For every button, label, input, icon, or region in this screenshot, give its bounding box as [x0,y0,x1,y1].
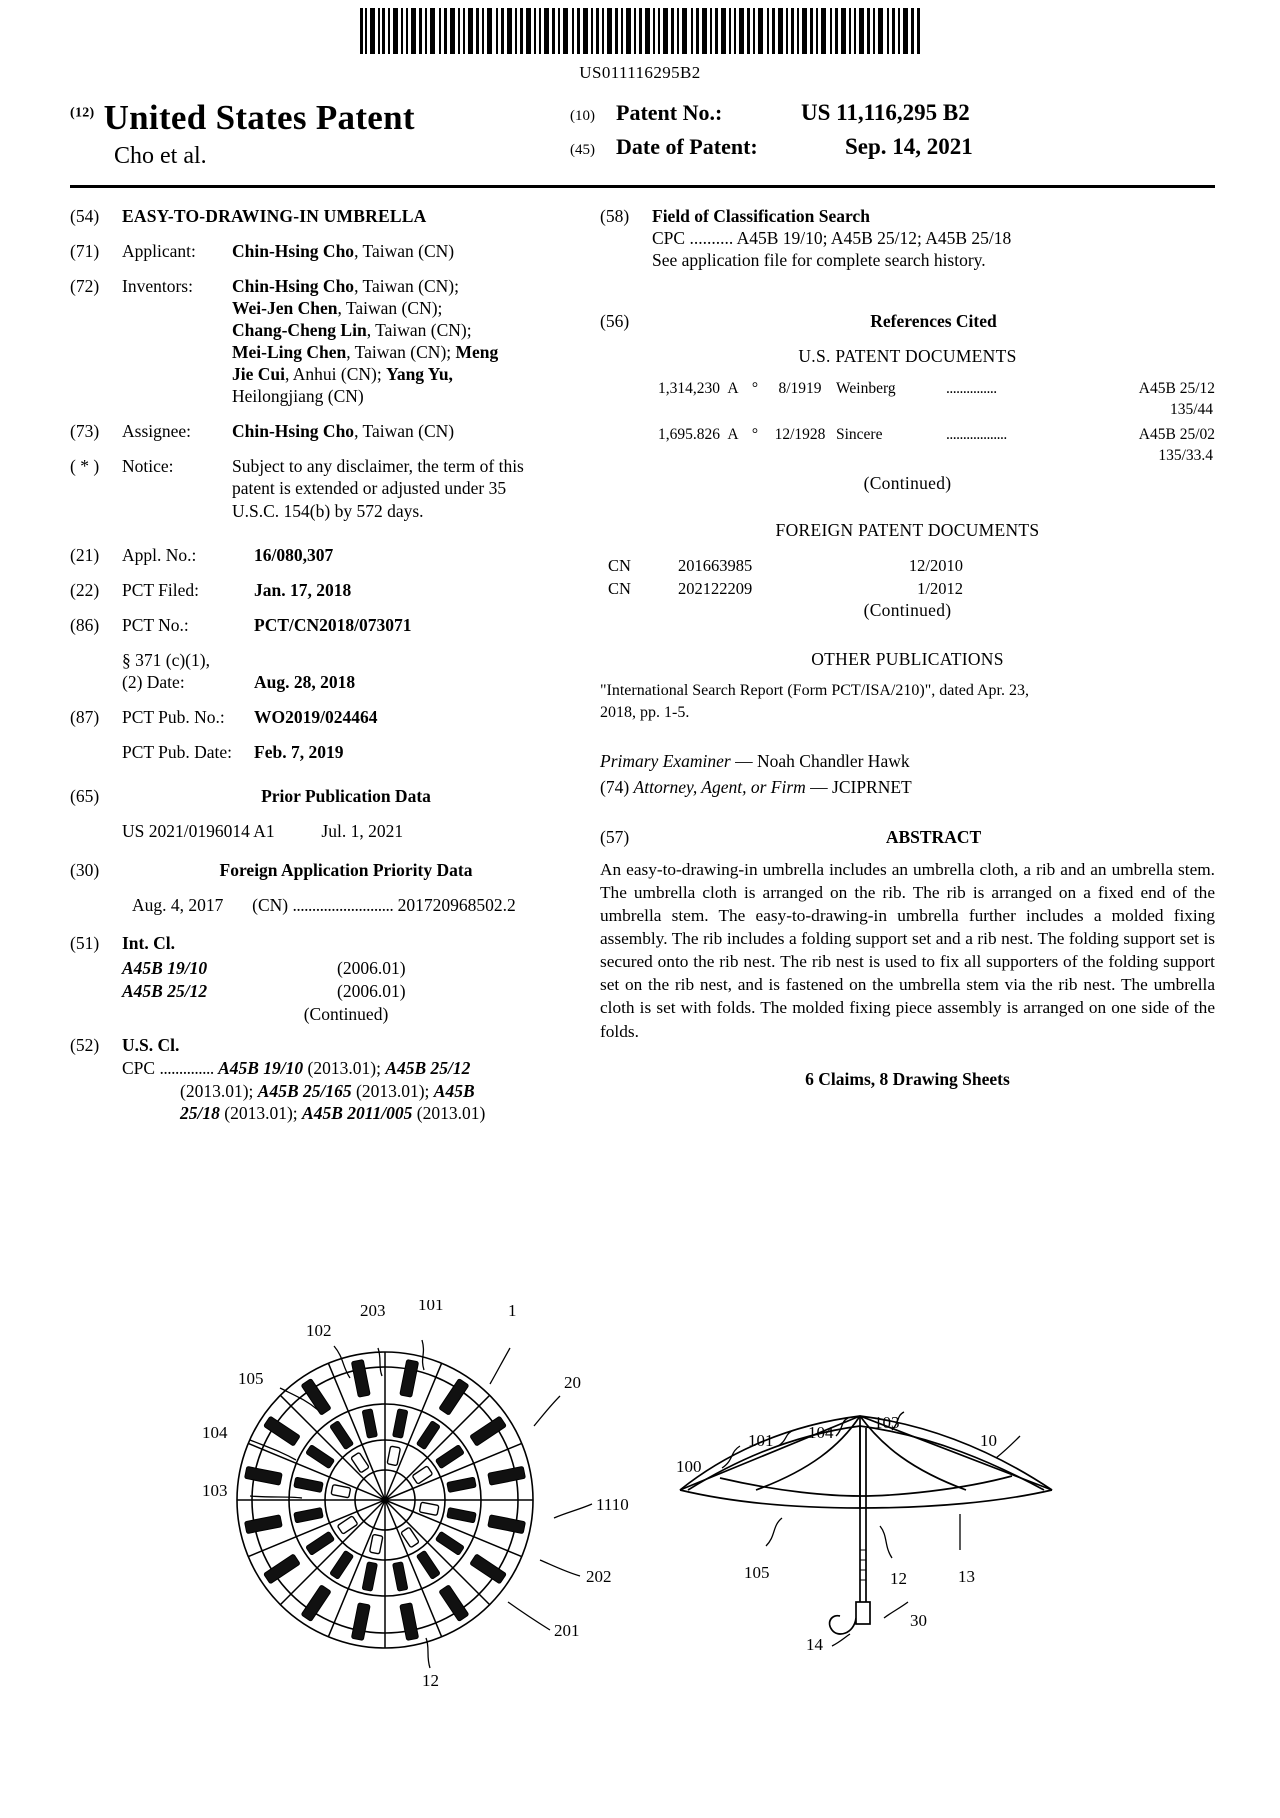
foreign-patent-documents-table [600,555,1215,600]
section-371-line2: (2) Date: [122,671,185,692]
fig1-label-105: 105 [238,1369,264,1388]
field-us-cl [70,1034,570,1056]
fig2-label-13: 13 [958,1567,975,1586]
cpc-version: (2013.01); [351,1080,434,1101]
cpc-version: (2013.01); [303,1057,386,1078]
inventor-line [232,341,570,363]
table-row [608,555,1215,577]
appl-no-value: 16/080,307 [254,544,334,565]
fig2-label-10: 10 [980,1431,997,1450]
inid-code-58: (58) [600,206,630,226]
foreign-doc-number: 201663985 [678,556,753,576]
cpc-class: A45B 25/12 [385,1057,471,1078]
patent-number-value: US 11,116,295 B2 [801,100,970,125]
inventor-country: , Taiwan (CN); [337,298,443,319]
notice-value [232,455,570,521]
patent-office-title [70,100,540,137]
foreign-doc-date: 12/2010 [908,556,963,576]
reference-dots: ............... [946,380,997,398]
barcode-block [0,8,1280,83]
inid-code-65: (65) [70,785,100,806]
foreign-doc-date: 1/2012 [917,578,963,598]
drawings-area [70,1300,1215,1770]
fig2-label-12: 12 [890,1569,907,1588]
notice-line: Subject to any disclaimer, the term of this [232,456,524,477]
applicant-label: Applicant: [122,241,196,262]
applicant-short-name: Cho et al. [114,142,207,169]
pct-pub-date-value: Feb. 7, 2019 [254,741,344,762]
inventor-country: , Anhui (CN); [285,364,387,385]
field-pct-pub-no [70,706,570,728]
inventor-country: Heilongjiang (CN) [232,386,364,407]
inventor-country: , Taiwan (CN); [366,320,472,341]
date-of-patent-label: Date of Patent: [616,134,758,159]
notice-label: Notice: [122,456,174,477]
us-patent-documents-table [600,379,1215,465]
primary-examiner-line [600,749,1215,774]
inventor-name-cont: Meng [455,342,499,363]
foreign-docs-continued: (Continued) [863,600,952,620]
reference-kind: A [727,426,739,444]
masthead [70,100,1215,170]
us-docs-continued: (Continued) [863,473,952,494]
inid-code-71: (71) [70,241,100,262]
cpc-class: 25/18 [180,1103,220,1124]
barcode-number: US011116295B2 [579,63,701,82]
primary-examiner-label: Primary Examiner [600,751,731,772]
field-abstract [600,826,1215,848]
field-prior-publication [70,785,570,807]
field-int-cl [70,932,570,954]
field-appl-no [70,544,570,566]
applicant-country: , Taiwan (CN) [354,241,455,262]
section-371-labels [122,649,254,693]
table-row [620,425,1215,445]
inventors-list [232,275,570,407]
date-of-patent-value: Sep. 14, 2021 [845,134,973,159]
reference-class: A45B 25/12 [1138,380,1215,398]
field-classification-search [600,205,1215,271]
other-publication-line: 2018, pp. 1-5. [600,703,690,721]
foreign-country-code: CN [608,578,631,598]
reference-dots: .................. [946,426,1007,444]
inventor-name: Chin-Hsing Cho [232,276,355,297]
field-pct-pub-date [70,741,570,763]
other-publication-line: "International Search Report (Form PCT/ISA/210)", dated Apr. 23, [600,682,1029,699]
reference-subclass: 135/33.4 [1158,447,1213,465]
int-cl-class: A45B 25/12 [122,981,208,1002]
inid-code-72: (72) [70,276,100,297]
appl-no-label: Appl. No.: [122,544,197,565]
inid-code-56: (56) [600,311,630,332]
inid-code-blank [70,649,122,693]
assignee-name: Chin-Hsing Cho [232,421,355,442]
inventor-name: Jie Cui [232,364,285,385]
foreign-priority-row [132,894,570,917]
header-divider-rule [70,185,1215,188]
notice-line: U.S.C. 154(b) by 572 days. [232,500,424,521]
fig1-label-1: 1 [508,1301,517,1320]
field-pct-no [70,614,570,636]
inventor-line [232,385,570,407]
reference-name: Sincere [836,426,883,444]
other-publications-heading: OTHER PUBLICATIONS [811,649,1004,669]
classification-search-body [652,205,1215,271]
primary-examiner-dash: — [730,751,757,772]
attorney-dash: — [805,776,833,797]
us-patent-documents-heading: U.S. PATENT DOCUMENTS [798,346,1017,367]
primary-examiner-name: Noah Chandler Hawk [757,751,910,772]
reference-date: 12/1928 [774,426,826,444]
us-cl-cpc-line1 [122,1057,570,1080]
abstract-heading: ABSTRACT [885,826,982,847]
inventor-line [232,297,570,319]
claims-sheets-line: 6 Claims, 8 Drawing Sheets [805,1068,1010,1089]
foreign-priority-dots: .......................... [292,894,394,915]
reference-kind: A [727,380,739,398]
barcode-image [360,8,920,54]
inventor-line [232,275,570,297]
reference-date: 8/1919 [778,380,822,398]
int-cl-class: A45B 19/10 [122,957,208,978]
reference-asterisk: ° [751,380,759,398]
cpc-version: (2013.01) [412,1103,486,1124]
fig1-label-20: 20 [564,1373,581,1392]
inid-code-87: (87) [70,706,100,727]
field-applicant [70,240,570,262]
cpc-class: A45B 25/165 [257,1080,352,1101]
inventors-label: Inventors: [122,276,193,297]
attorney-label: Attorney, Agent, or Firm [633,776,806,797]
reference-number: 1,695.826 [658,426,720,444]
masthead-right [540,100,1180,168]
applicant-name: Chin-Hsing Cho [232,241,355,262]
assignee-value [232,420,570,442]
foreign-patent-documents-heading: FOREIGN PATENT DOCUMENTS [775,520,1040,541]
united-states-patent-text: United States Patent [103,98,415,137]
prior-publication-date: Jul. 1, 2021 [321,820,404,841]
inventor-country: , Taiwan (CN); [354,276,459,297]
us-cl-label: U.S. Cl. [122,1034,180,1055]
foreign-doc-number: 202122209 [678,578,753,598]
inid-code-51: (51) [70,933,100,954]
prior-publication-row [122,820,570,843]
fig2-label-30: 30 [910,1611,927,1630]
cpc-version: (2013.01); [219,1103,303,1124]
inventor-name-cont: Yang Yu, [386,364,453,385]
classification-search-see: See application file for complete search history. [652,250,986,271]
int-cl-continued: (Continued) [303,1003,389,1024]
foreign-priority-date: Aug. 4, 2017 [132,894,224,915]
fig1-label-101: 101 [418,1300,444,1314]
inventor-name: Mei-Ling Chen [232,342,347,363]
notice-line: patent is extended or adjusted under 35 [232,478,507,499]
field-assignee [70,420,570,442]
foreign-priority-country: (CN) [252,894,289,915]
references-cited-heading: References Cited [870,311,997,332]
field-notice [70,455,570,521]
pct-no-value: PCT/CN2018/073071 [254,614,412,635]
inid-code-blank2 [70,741,122,763]
cpc-label: CPC [122,1057,156,1078]
inid-code-30: (30) [70,859,100,880]
pct-no-label: PCT No.: [122,614,189,635]
reference-class: A45B 25/02 [1138,426,1215,444]
field-pct-filed [70,579,570,601]
foreign-priority-number: 201720968502.2 [397,894,516,915]
attorney-name: JCIPRNET [832,776,912,797]
us-cl-cpc-line2 [180,1080,570,1103]
inventor-name: Chang-Cheng Lin [232,320,367,341]
fig1-label-1110: 1110 [596,1495,629,1514]
fig2-label-14: 14 [806,1635,823,1654]
figure-2-side-view [660,1350,1090,1690]
assignee-label: Assignee: [122,421,192,442]
pct-filed-value: Jan. 17, 2018 [254,579,352,600]
attorney-line [600,775,1215,800]
masthead-left [70,100,540,170]
cpc-dots: .............. [159,1057,214,1078]
patent-number-row [570,100,1180,126]
invention-title: EASY-TO-DRAWING-IN UMBRELLA [122,206,427,226]
inid-code-86: (86) [70,614,100,635]
other-publications-body [600,680,1215,723]
applicant-value [232,240,570,262]
cpc-class: A45B 2011/005 [302,1103,413,1124]
pct-pub-no-label: PCT Pub. No.: [122,706,225,727]
fig2-label-100: 100 [676,1457,702,1476]
field-371-date [70,649,570,693]
inid-code-10: (10) [570,108,595,124]
pct-pub-no-value: WO2019/024464 [254,706,378,727]
fig1-label-201: 201 [554,1621,580,1640]
inid-code-22: (22) [70,579,100,600]
field-inventors [70,275,570,407]
pct-filed-label: PCT Filed: [122,579,199,600]
cpc-version: (2013.01); [180,1080,258,1101]
figure-1-top-view [130,1300,670,1720]
int-cl-version: (2006.01) [337,981,406,1002]
int-cl-label: Int. Cl. [122,933,175,954]
left-column [70,205,570,1125]
right-column [600,205,1215,1090]
fig2-label-104: 104 [808,1423,834,1442]
examiner-block [600,749,1215,800]
foreign-priority-heading: Foreign Application Priority Data [219,859,473,880]
fig1-label-102: 102 [306,1321,332,1340]
patent-number-label: Patent No.: [616,100,723,125]
int-cl-version: (2006.01) [337,957,406,978]
inventor-line [232,319,570,341]
inventor-country: , Taiwan (CN); [346,342,456,363]
table-row [608,578,1215,600]
inid-code-73: (73) [70,421,100,442]
prior-publication-heading: Prior Publication Data [261,785,431,806]
classification-search-cpc: CPC .......... A45B 19/10; A45B 25/12; A45B 25/18 [652,228,1012,249]
foreign-country-code: CN [608,556,631,576]
fig2-label-101: 101 [748,1431,774,1450]
field-foreign-priority [70,859,570,881]
field-title [70,205,570,227]
assignee-country: , Taiwan (CN) [354,421,455,442]
int-cl-row [122,957,570,981]
fig1-label-203: 203 [360,1301,386,1320]
pct-pub-date-label: PCT Pub. Date: [122,741,233,762]
int-cl-row [122,980,570,1004]
section-371-line1: § 371 (c)(1), [122,649,210,670]
reference-subclass: 135/44 [1169,401,1213,419]
inid-code-12: (12) [70,105,95,121]
inid-code-54: (54) [70,206,100,226]
inid-code-52: (52) [70,1034,100,1055]
fig1-label-12: 12 [422,1671,439,1690]
cpc-class: A45B [433,1080,475,1101]
table-row [620,379,1215,399]
field-references-cited [600,310,1215,332]
reference-number: 1,314,230 [658,380,720,398]
inventor-line [232,363,570,385]
fig2-label-103: 103 [874,1413,900,1432]
abstract-text: An easy-to-drawing-in umbrella includes an umbrella cloth, a rib and an umbrella stem. The umbrella cloth is arranged on the rib. The rib is arranged on a fixed end of the umbrella stem. The easy-to-drawing-in umbrella further includes a molded fixing assembly. The rib includes a folding support set and a rib nest. The folding support set is secured onto the rib nest. The rib nest is used to fix all supporters of the folding support set on the rib nest, and is fastened on the umbrella stem via the rib nest. The umbrella cloth is set with folds. The molded fixing piece assembly is arranged on one side of the folds. [600,859,1215,1041]
inid-code-74: (74) [600,776,630,797]
fig2-label-105: 105 [744,1563,770,1582]
inid-code-45: (45) [570,142,595,158]
section-371-date-value: Aug. 28, 2018 [254,671,356,692]
inid-code-57: (57) [600,826,630,847]
fig1-label-202: 202 [586,1567,612,1586]
reference-asterisk: ° [751,426,759,444]
inid-code-21: (21) [70,544,100,565]
fig1-label-104: 104 [202,1423,228,1442]
reference-name: Weinberg [836,380,896,398]
classification-search-heading: Field of Classification Search [652,206,870,226]
cpc-class: A45B 19/10 [218,1057,304,1078]
inventor-name: Wei-Jen Chen [232,298,338,319]
prior-publication-number: US 2021/0196014 A1 [122,820,275,841]
us-cl-cpc-line3 [180,1102,570,1125]
inid-code-asterisk: ( * ) [70,456,100,477]
date-of-patent-row [570,134,1180,160]
fig1-label-103: 103 [202,1481,228,1500]
